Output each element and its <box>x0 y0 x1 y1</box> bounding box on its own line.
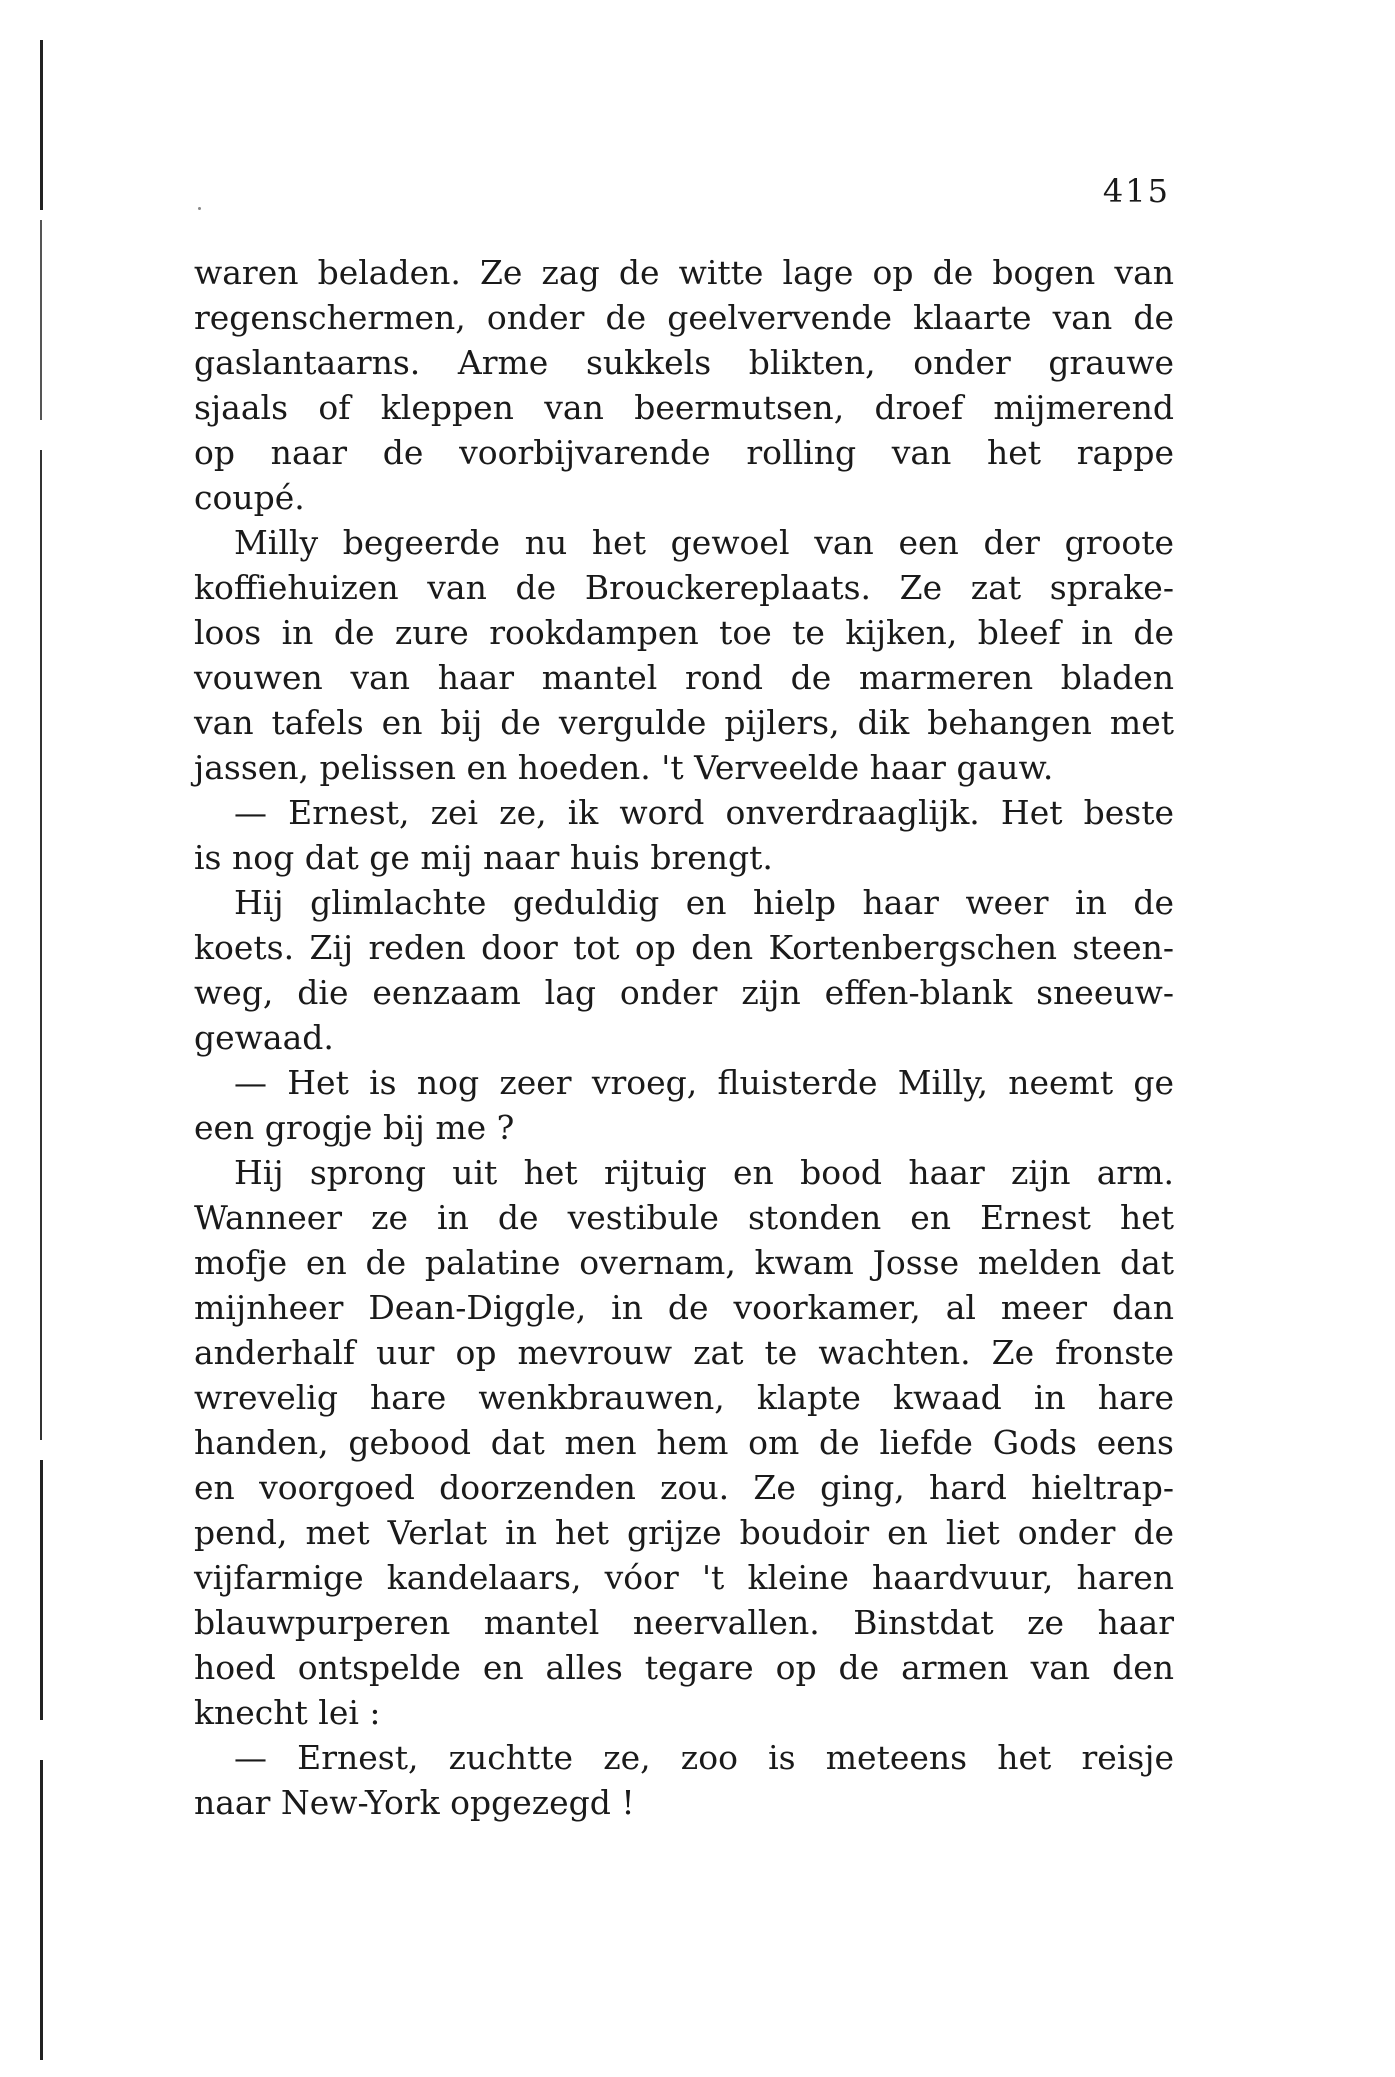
body-text <box>194 250 1174 1825</box>
scan-edge-mark <box>40 450 42 1440</box>
text-line: weg, die eenzaam lag onder zijn effen-blank sneeuw- <box>194 973 1174 1012</box>
text-line: en voorgoed doorzenden zou. Ze ging, hard hieltrap- <box>194 1468 1174 1507</box>
text-line: waren beladen. Ze zag de witte lage op de bogen van <box>194 253 1174 292</box>
text-line: anderhalf uur op mevrouw zat te wachten. Ze fronste <box>194 1333 1174 1372</box>
text-line: vijfarmige kandelaars, vóor 't kleine haardvuur, haren <box>194 1558 1174 1597</box>
text-line: koffiehuizen van de Brouckereplaats. Ze zat sprake- <box>194 568 1174 607</box>
text-line: een grogje bij me ? <box>194 1108 515 1147</box>
text-line: is nog dat ge mij naar huis brengt. <box>194 838 773 877</box>
text-line: coupé. <box>194 478 305 517</box>
text-line: Hij sprong uit het rijtuig en bood haar zijn arm. <box>234 1153 1174 1192</box>
text-line: regenschermen, onder de geelvervende klaarte van de <box>194 298 1174 337</box>
text-line: hoed ontspelde en alles tegare op de armen van den <box>194 1648 1174 1687</box>
text-line: gewaad. <box>194 1018 334 1057</box>
text-line: blauwpurperen mantel neervallen. Binstdat ze haar <box>194 1603 1174 1642</box>
text-line: naar New-York opgezegd ! <box>194 1783 635 1822</box>
text-line: mofje en de palatine overnam, kwam Josse melden dat <box>194 1243 1174 1282</box>
text-line: gaslantaarns. Arme sukkels blikten, onder grauwe <box>194 343 1174 382</box>
text-line: Milly begeerde nu het gewoel van een der groote <box>234 523 1174 562</box>
text-line: op naar de voorbijvarende rolling van het rappe <box>194 433 1174 472</box>
text-line: knecht lei : <box>194 1693 381 1732</box>
scan-edge-mark <box>40 40 43 210</box>
text-line: Wanneer ze in de vestibule stonden en Ernest het <box>194 1198 1174 1237</box>
text-line: vouwen van haar mantel rond de marmeren bladen <box>194 658 1174 697</box>
scan-edge-mark <box>40 1760 43 2060</box>
text-line: handen, gebood dat men hem om de liefde Gods eens <box>194 1423 1174 1462</box>
text-line: jassen, pelissen en hoeden. 't Verveelde haar gauw. <box>194 748 1054 787</box>
text-line: wrevelig hare wenkbrauwen, klapte kwaad in hare <box>194 1378 1174 1417</box>
scan-edge-mark <box>40 220 42 420</box>
text-line: pend, met Verlat in het grijze boudoir en liet onder de <box>194 1513 1174 1552</box>
scan-edge-mark <box>40 1460 43 1720</box>
text-line: — Ernest, zuchtte ze, zoo is meteens het reisje <box>234 1738 1174 1777</box>
page-number: 415 <box>1102 172 1170 210</box>
text-line: — Het is nog zeer vroeg, fluisterde Milly, neemt ge <box>234 1063 1174 1102</box>
text-line: Hij glimlachte geduldig en hielp haar weer in de <box>234 883 1174 922</box>
text-line: mijnheer Dean-Diggle, in de voorkamer, al meer dan <box>194 1288 1174 1327</box>
text-line: — Ernest, zei ze, ik word onverdraaglijk. Het beste <box>234 793 1174 832</box>
text-line: koets. Zij reden door tot op den Kortenbergschen steen- <box>194 928 1174 967</box>
text-line: sjaals of kleppen van beermutsen, droef mijmerend <box>194 388 1174 427</box>
text-line: loos in de zure rookdampen toe te kijken, bleef in de <box>194 613 1174 652</box>
scan-speck <box>198 207 201 210</box>
text-line: van tafels en bij de vergulde pijlers, dik behangen met <box>194 703 1174 742</box>
